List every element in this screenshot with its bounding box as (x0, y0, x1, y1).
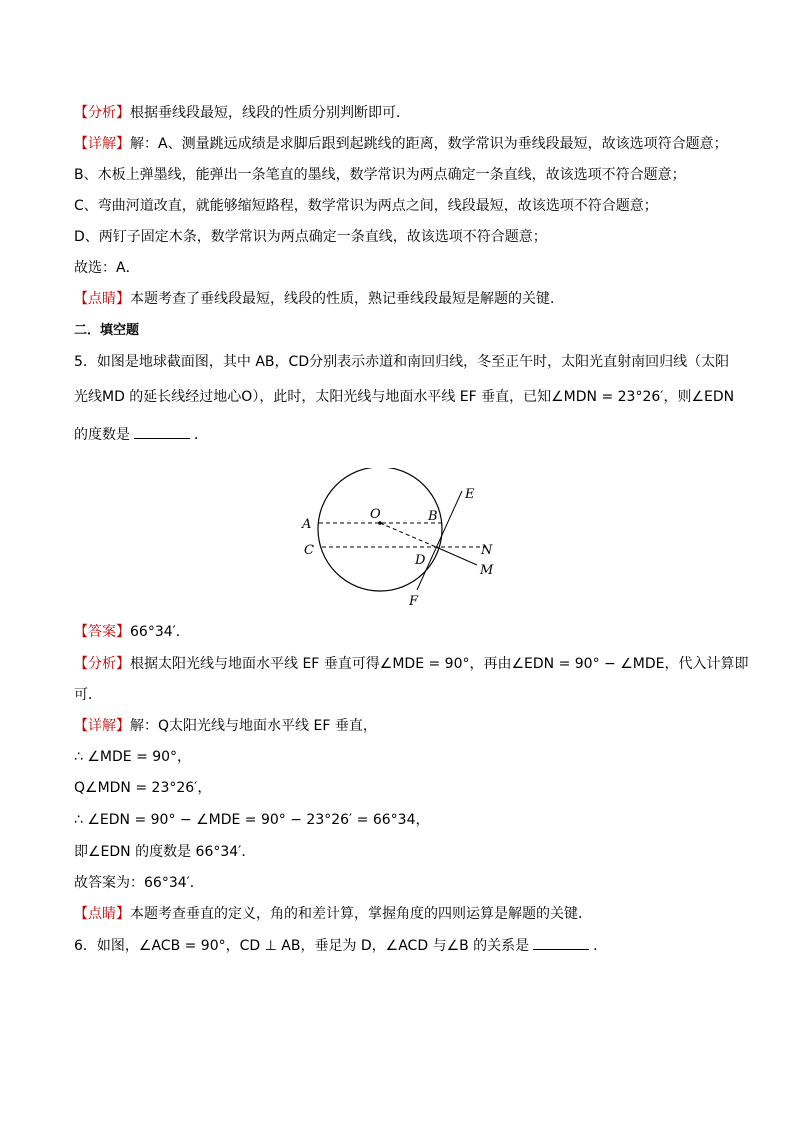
q5-comment (74, 905, 592, 923)
q6-stem-text: 6．如图，∠ACB = 90°，CD ⊥ AB，垂足为 D，∠ACD 与∠B 的关系是 (74, 938, 530, 954)
detail-tag: 【详解】 (74, 718, 130, 734)
q4-analysis (74, 104, 410, 122)
answer-blank (134, 426, 190, 439)
q5-detail-3: Q∠MDN = 23°26′， (74, 780, 212, 796)
q5-detail-1 (74, 717, 377, 735)
analysis-text: 根据垂线段最短，线段的性质分别判断即可． (130, 105, 410, 121)
q4-comment (74, 290, 564, 308)
label-D: D (415, 553, 426, 568)
label-N: N (481, 543, 493, 558)
detail-text: 解：A、测量跳远成绩是求脚后跟到起跳线的距离，数学常识为垂线段最短，故该选项符合题意； (130, 136, 728, 152)
q5-answer (74, 623, 190, 641)
q6-stem-end: ． (593, 938, 608, 954)
label-E: E (465, 487, 475, 502)
q6-stem (74, 937, 607, 955)
detail-tag: 【详解】 (74, 136, 130, 152)
q4-detail-5: 故选：A． (74, 260, 140, 276)
q5-stem-2: 光线MD 的延长线经过地心O），此时，太阳光线与地面水平线 EF 垂直，已知∠MDN = 23°26′，则∠EDN (74, 389, 735, 405)
q5-stem-3 (74, 426, 208, 444)
earth-cross-section-figure (290, 468, 520, 613)
earth-circle (318, 468, 442, 591)
label-F: F (409, 594, 419, 609)
q5-stem-3-end: ． (194, 427, 208, 443)
q5-analysis-1 (74, 655, 748, 673)
section-title: 二．填空题 (74, 323, 140, 338)
q5-detail-2: ∴ ∠MDE = 90°， (74, 749, 192, 765)
answer-blank (533, 937, 589, 950)
line-EF (417, 491, 462, 590)
label-M: M (480, 563, 494, 578)
q5-detail-4: ∴ ∠EDN = 90° − ∠MDE = 90° − 23°26′ = 66°34， (74, 812, 430, 828)
label-B: B (428, 509, 438, 524)
detail-text: 解：Q太阳光线与地面水平线 EF 垂直， (130, 718, 377, 734)
q4-detail-3: C、弯曲河道改直，就能够缩短路程，数学常识为两点之间，线段最短，故该选项不符合题意； (74, 198, 658, 214)
analysis-text: 根据太阳光线与地面水平线 EF 垂直可得∠MDE = 90°，再由∠EDN = 90° − ∠MDE，代入计算即 (130, 656, 749, 672)
analysis-tag: 【分析】 (74, 656, 130, 672)
comment-tag: 【点睛】 (74, 291, 130, 307)
q4-detail-4: D、两钉子固定木条，数学常识为两点确定一条直线，故该选项不符合题意； (74, 229, 547, 245)
label-C: C (304, 543, 314, 558)
analysis-tag: 【分析】 (74, 105, 130, 121)
q4-detail-1 (74, 135, 728, 153)
line-DM (436, 547, 477, 565)
q5-stem-3-text: 的度数是 (74, 427, 130, 443)
answer-tag: 【答案】 (74, 624, 130, 640)
comment-text: 本题考查了垂线段最短，线段的性质，熟记垂线段最短是解题的关键． (130, 291, 564, 307)
comment-tag: 【点睛】 (74, 906, 130, 922)
q4-detail-2: B、木板上弹墨线，能弹出一条笔直的墨线，数学常识为两点确定一条直线，故该选项不符合题意； (74, 167, 686, 183)
line-OD-dashed (380, 523, 436, 547)
q5-analysis-2: 可． (74, 687, 102, 703)
answer-text: 66°34′． (130, 624, 190, 640)
q5-stem-1: 5．如图是地球截面图，其中 AB，CD分别表示赤道和南回归线，冬至正午时，太阳光直射南回归线（太阳 (74, 354, 730, 370)
q5-detail-5: 即∠EDN 的度数是 66°34′． (74, 844, 256, 860)
label-A: A (302, 517, 312, 532)
q5-detail-6: 故答案为：66°34′． (74, 875, 204, 891)
label-O: O (370, 507, 381, 522)
comment-text: 本题考查垂直的定义，角的和差计算，掌握角度的四则运算是解题的关键． (130, 906, 592, 922)
